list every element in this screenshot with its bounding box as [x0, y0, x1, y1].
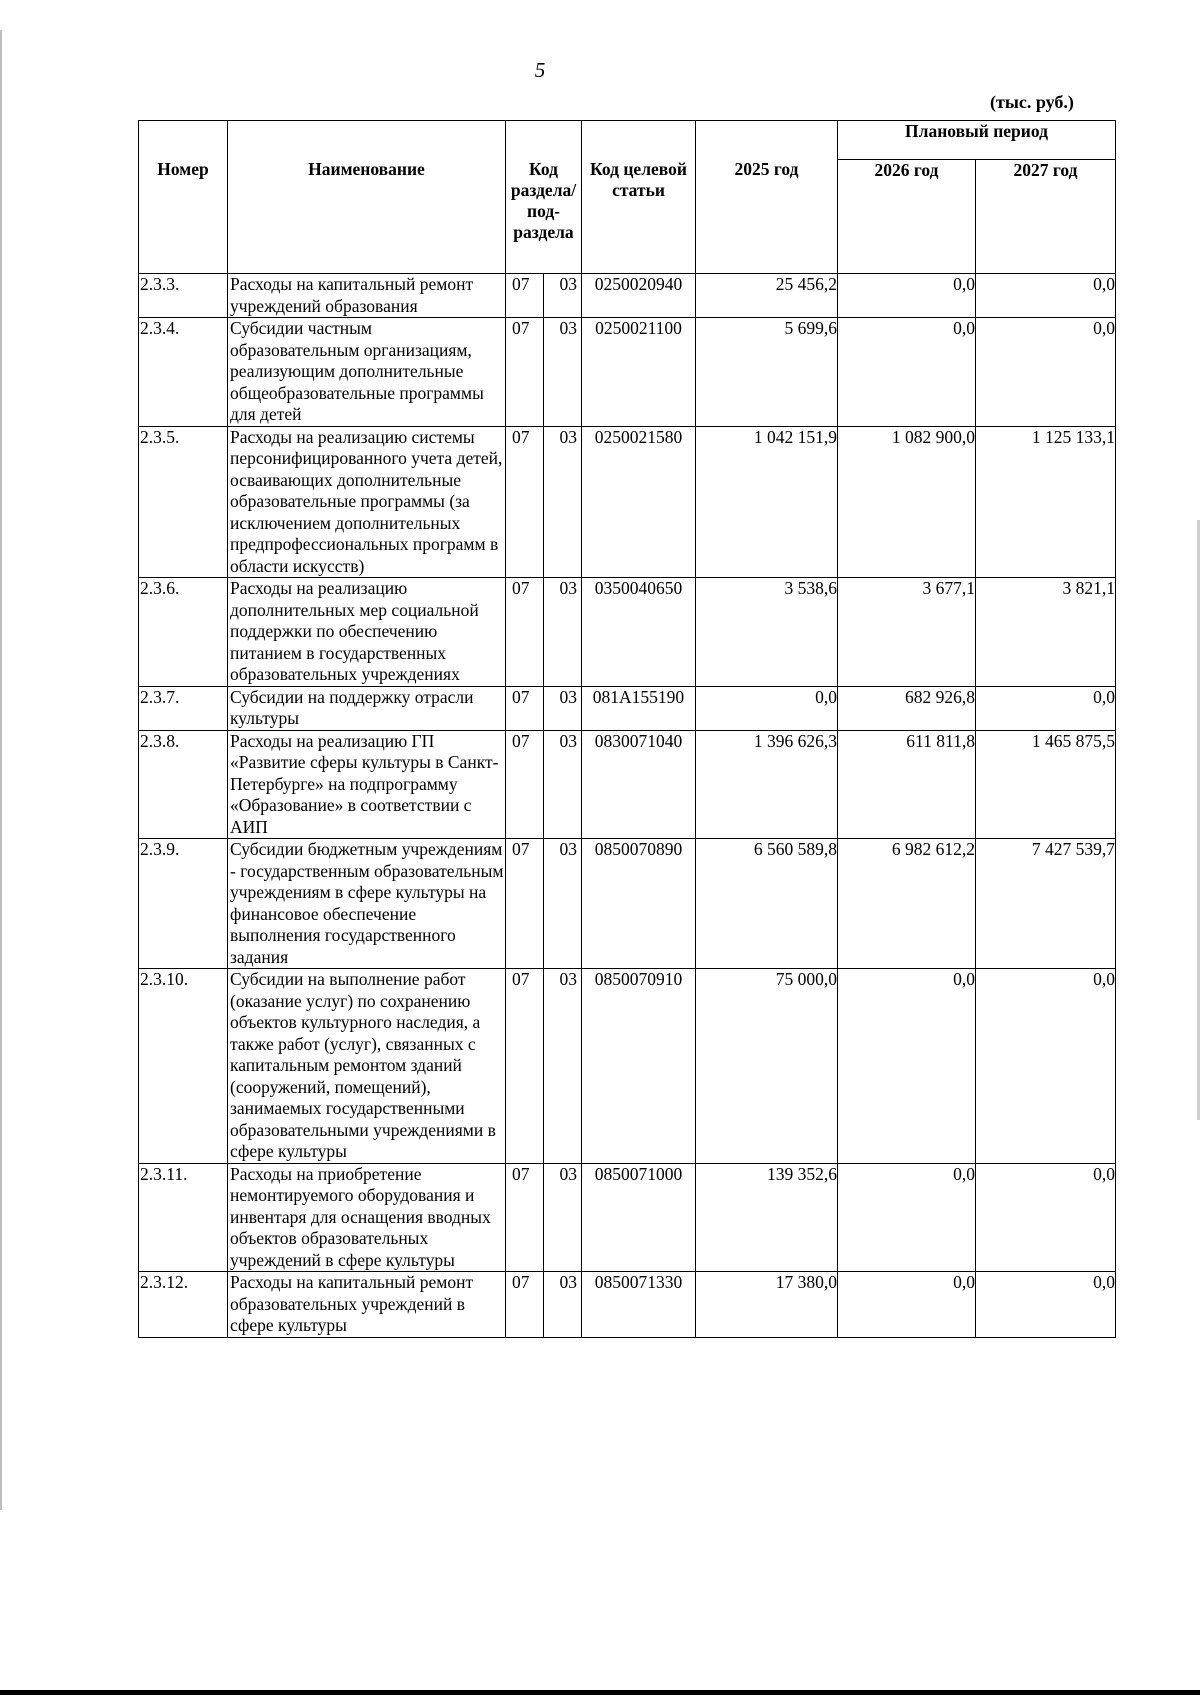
row-name: Расходы на реализацию ГП «Развитие сферы культуры в Санкт-Петербурге» на подпрограмму «Образование» в соответствии с АИП: [228, 730, 506, 839]
row-number: 2.3.9.: [139, 839, 228, 969]
row-value-2025: 139 352,6: [696, 1163, 838, 1272]
table-header: [139, 121, 1116, 274]
row-value-2027: 7 427 539,7: [976, 839, 1116, 969]
row-section-code: 07: [506, 686, 544, 730]
row-name: Субсидии на поддержку отрасли культуры: [228, 686, 506, 730]
row-name: Расходы на капитальный ремонт учреждений образования: [228, 274, 506, 318]
row-target-code: 0250021580: [582, 426, 696, 578]
table-row: [139, 318, 1116, 427]
row-subsection-code: 03: [544, 578, 582, 687]
row-section-code: 07: [506, 730, 544, 839]
row-value-2027: 0,0: [976, 686, 1116, 730]
row-subsection-code: 03: [544, 969, 582, 1164]
header-year-2027: 2027 год: [976, 160, 1116, 274]
row-section-code: 07: [506, 1163, 544, 1272]
row-section-code: 07: [506, 318, 544, 427]
row-number: 2.3.5.: [139, 426, 228, 578]
row-number: 2.3.7.: [139, 686, 228, 730]
row-value-2026: 0,0: [838, 1163, 976, 1272]
row-value-2026: 6 982 612,2: [838, 839, 976, 969]
header-year-2026: 2026 год: [838, 160, 976, 274]
row-name: Субсидии частным образовательным организациям, реализующим дополнительные общеобразовательные программы для детей: [228, 318, 506, 427]
row-subsection-code: 03: [544, 274, 582, 318]
row-name: Расходы на реализацию системы персонифицированного учета детей, осваивающих дополнительные образовательные программы (за исключением дополнительных предпрофессиональных программ в области искусств): [228, 426, 506, 578]
units-label: (тыс. руб.): [990, 92, 1074, 112]
row-name: Расходы на реализацию дополнительных мер социальной поддержки по обеспечению питанием в государственных образовательных учреждениях: [228, 578, 506, 687]
row-value-2026: 1 082 900,0: [838, 426, 976, 578]
row-section-code: 07: [506, 839, 544, 969]
row-number: 2.3.6.: [139, 578, 228, 687]
row-subsection-code: 03: [544, 730, 582, 839]
row-section-code: 07: [506, 426, 544, 578]
row-value-2027: 3 821,1: [976, 578, 1116, 687]
row-section-code: 07: [506, 1272, 544, 1338]
row-subsection-code: 03: [544, 1163, 582, 1272]
row-value-2025: 1 396 626,3: [696, 730, 838, 839]
table-row: [139, 730, 1116, 839]
row-value-2026: 0,0: [838, 1272, 976, 1338]
scan-bottom-bar: [0, 1690, 1200, 1695]
row-target-code: 0850070910: [582, 969, 696, 1164]
row-number: 2.3.10.: [139, 969, 228, 1164]
table-row: [139, 686, 1116, 730]
row-value-2025: 6 560 589,8: [696, 839, 838, 969]
row-name: Расходы на приобретение немонтируемого оборудования и инвентаря для оснащения вводных объектов образовательных учреждений в сфере культуры: [228, 1163, 506, 1272]
row-target-code: 0350040650: [582, 578, 696, 687]
row-value-2026: 0,0: [838, 274, 976, 318]
row-value-2025: 1 042 151,9: [696, 426, 838, 578]
header-target-code: Код целевой статьи: [582, 121, 696, 274]
row-value-2025: 25 456,2: [696, 274, 838, 318]
row-value-2027: 1 465 875,5: [976, 730, 1116, 839]
row-subsection-code: 03: [544, 318, 582, 427]
row-subsection-code: 03: [544, 686, 582, 730]
row-name: Расходы на капитальный ремонт образовательных учреждений в сфере культуры: [228, 1272, 506, 1338]
row-value-2027: 0,0: [976, 1163, 1116, 1272]
row-target-code: 0250021100: [582, 318, 696, 427]
row-value-2027: 0,0: [976, 1272, 1116, 1338]
row-section-code: 07: [506, 274, 544, 318]
row-number: 2.3.8.: [139, 730, 228, 839]
header-name: Наименование: [228, 121, 506, 274]
row-value-2026: 3 677,1: [838, 578, 976, 687]
row-section-code: 07: [506, 969, 544, 1164]
table-row: [139, 578, 1116, 687]
row-value-2025: 17 380,0: [696, 1272, 838, 1338]
budget-table: [138, 120, 1116, 1338]
row-subsection-code: 03: [544, 1272, 582, 1338]
row-value-2027: 0,0: [976, 274, 1116, 318]
header-planned-period: Плановый период: [838, 121, 1116, 160]
row-number: 2.3.12.: [139, 1272, 228, 1338]
row-number: 2.3.11.: [139, 1163, 228, 1272]
table-row: [139, 274, 1116, 318]
table-row: [139, 839, 1116, 969]
row-subsection-code: 03: [544, 426, 582, 578]
row-value-2026: 0,0: [838, 318, 976, 427]
row-value-2027: 1 125 133,1: [976, 426, 1116, 578]
row-value-2026: 0,0: [838, 969, 976, 1164]
page-number: 5: [534, 58, 546, 82]
row-number: 2.3.3.: [139, 274, 228, 318]
row-target-code: 0850071000: [582, 1163, 696, 1272]
row-value-2025: 3 538,6: [696, 578, 838, 687]
row-value-2026: 682 926,8: [838, 686, 976, 730]
row-target-code: 081А155190: [582, 686, 696, 730]
scan-edge-left: [0, 30, 2, 1510]
row-value-2027: 0,0: [976, 969, 1116, 1164]
row-value-2025: 5 699,6: [696, 318, 838, 427]
header-number: Номер: [139, 121, 228, 274]
header-year-2025: 2025 год: [696, 121, 838, 274]
header-section-code: Код раздела/ под-раздела: [506, 121, 582, 274]
row-target-code: 0850071330: [582, 1272, 696, 1338]
row-value-2025: 75 000,0: [696, 969, 838, 1164]
row-value-2026: 611 811,8: [838, 730, 976, 839]
row-name: Субсидии бюджетным учреждениям - государственным образовательным учреждениям в сфере культуры на финансовое обеспечение выполнения государственного задания: [228, 839, 506, 969]
table-row: [139, 969, 1116, 1164]
row-number: 2.3.4.: [139, 318, 228, 427]
row-target-code: 0830071040: [582, 730, 696, 839]
row-target-code: 0250020940: [582, 274, 696, 318]
table-body: [139, 274, 1116, 1338]
table-row: [139, 1163, 1116, 1272]
row-value-2025: 0,0: [696, 686, 838, 730]
row-section-code: 07: [506, 578, 544, 687]
row-target-code: 0850070890: [582, 839, 696, 969]
table-row: [139, 426, 1116, 578]
row-subsection-code: 03: [544, 839, 582, 969]
table-row: [139, 1272, 1116, 1338]
row-name: Субсидии на выполнение работ (оказание услуг) по сохранению объектов культурного наследия, а также работ (услуг), связанных с капитальным ремонтом зданий (сооружений, помещений), занимаемых государственными образовательными учреждениями в сфере культуры: [228, 969, 506, 1164]
row-value-2027: 0,0: [976, 318, 1116, 427]
